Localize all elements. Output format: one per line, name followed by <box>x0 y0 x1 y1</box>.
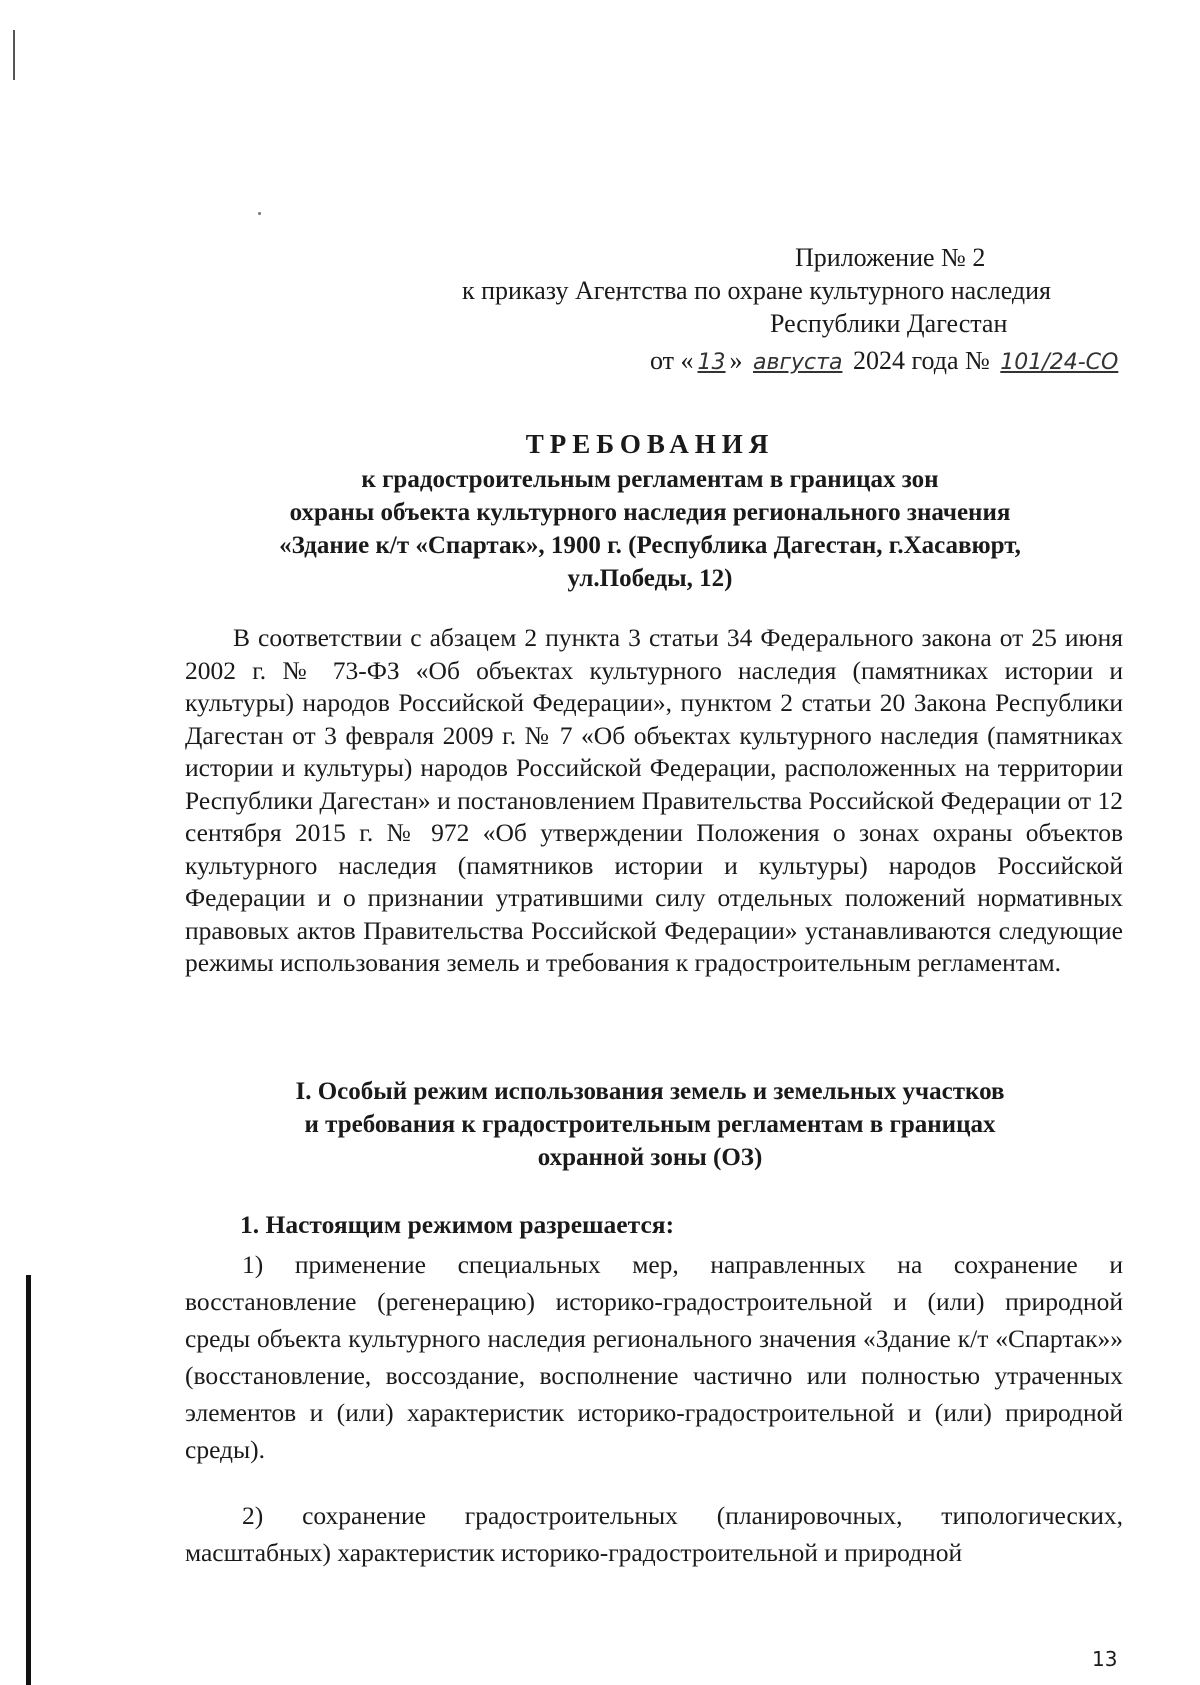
title-line: к градостроительным регламентам в границах зон <box>361 466 939 493</box>
handwritten-month: августа <box>753 350 843 375</box>
section-title-line: и требования к градостроительным регламентам в границах <box>304 1111 996 1138</box>
title-line: ул.Победы, 12) <box>567 565 733 592</box>
section-title-line: I. Особый режим использования земель и земельных участков <box>295 1078 1005 1105</box>
preamble-paragraph: В соответствии с абзацем 2 пункта 3 статьи 34 Федерального закона от 25 июня 2002 г. № 73-ФЗ «Об объектах культурного наследия (памятниках истории и культуры) народов Российской Федерации», пунктом 2 статьи 20 Закона Республики Дагестан от 3 февраля 2009 г. № 7 «Об объектах культурного наследия (памятниках истории и культуры) народов Российской Федерации, расположенных на территории Республики Дагестан» и постановлением Правительства Российской Федерации от 12 сентября 2015 г. № 972 «Об утверждении Положения о зонах охраны объектов культурного наследия (памятников истории и культуры) народов Российской Федерации и о признании утратившими силу отдельных положений нормативных правовых актов Правительства Российской Федерации» устанавливаются следующие режимы использования земель и требования к градостроительным регламентам. <box>185 623 1123 977</box>
page-number: 13 <box>1092 1647 1118 1671</box>
list-item: 1) применение специальных мер, направленных на сохранение и восстановление (регенерацию) историко-градостроительной и (или) природной среды объекта культурного наследия регионального значения «Здание к/т «Спартак»» (восстановление, воссоздание, восполнение частично или полностью утраченных элементов и (или) характеристик историко-градостроительной и (или) природной среды). <box>185 1250 1123 1464</box>
date-year: 2024 года № <box>852 346 990 375</box>
item-heading: 1. Настоящим режимом разрешается: <box>240 1210 675 1239</box>
title-line: «Здание к/т «Спартак», 1900 г. (Республика Дагестан, г.Хасавюрт, <box>279 532 1021 559</box>
document-title <box>180 428 1120 595</box>
handwritten-number: 101/24-СО <box>1000 350 1119 375</box>
section-title <box>180 1075 1120 1174</box>
appendix-number: Приложение № 2 <box>795 243 986 272</box>
appendix-order-ref: к приказу Агентства по охране культурного наследия <box>462 276 1052 305</box>
scan-edge-mark <box>26 1275 31 1685</box>
section-title-line: охранной зоны (ОЗ) <box>537 1144 763 1171</box>
appendix-republic: Республики Дагестан <box>770 309 1008 338</box>
date-prefix: от « <box>650 346 694 375</box>
scan-speck <box>258 212 261 215</box>
date-mid: » <box>729 346 743 375</box>
appendix-date-line <box>650 345 1122 378</box>
scan-edge-mark <box>13 30 15 80</box>
handwritten-day: 13 <box>697 350 726 375</box>
title-line: охраны объекта культурного наследия регионального значения <box>289 499 1011 526</box>
title-heading: ТРЕБОВАНИЯ <box>525 429 775 459</box>
list-item: 2) сохранение градостроительных (планировочных, типологических, масштабных) характеристик историко-градостроительной и природной <box>185 1501 1123 1567</box>
